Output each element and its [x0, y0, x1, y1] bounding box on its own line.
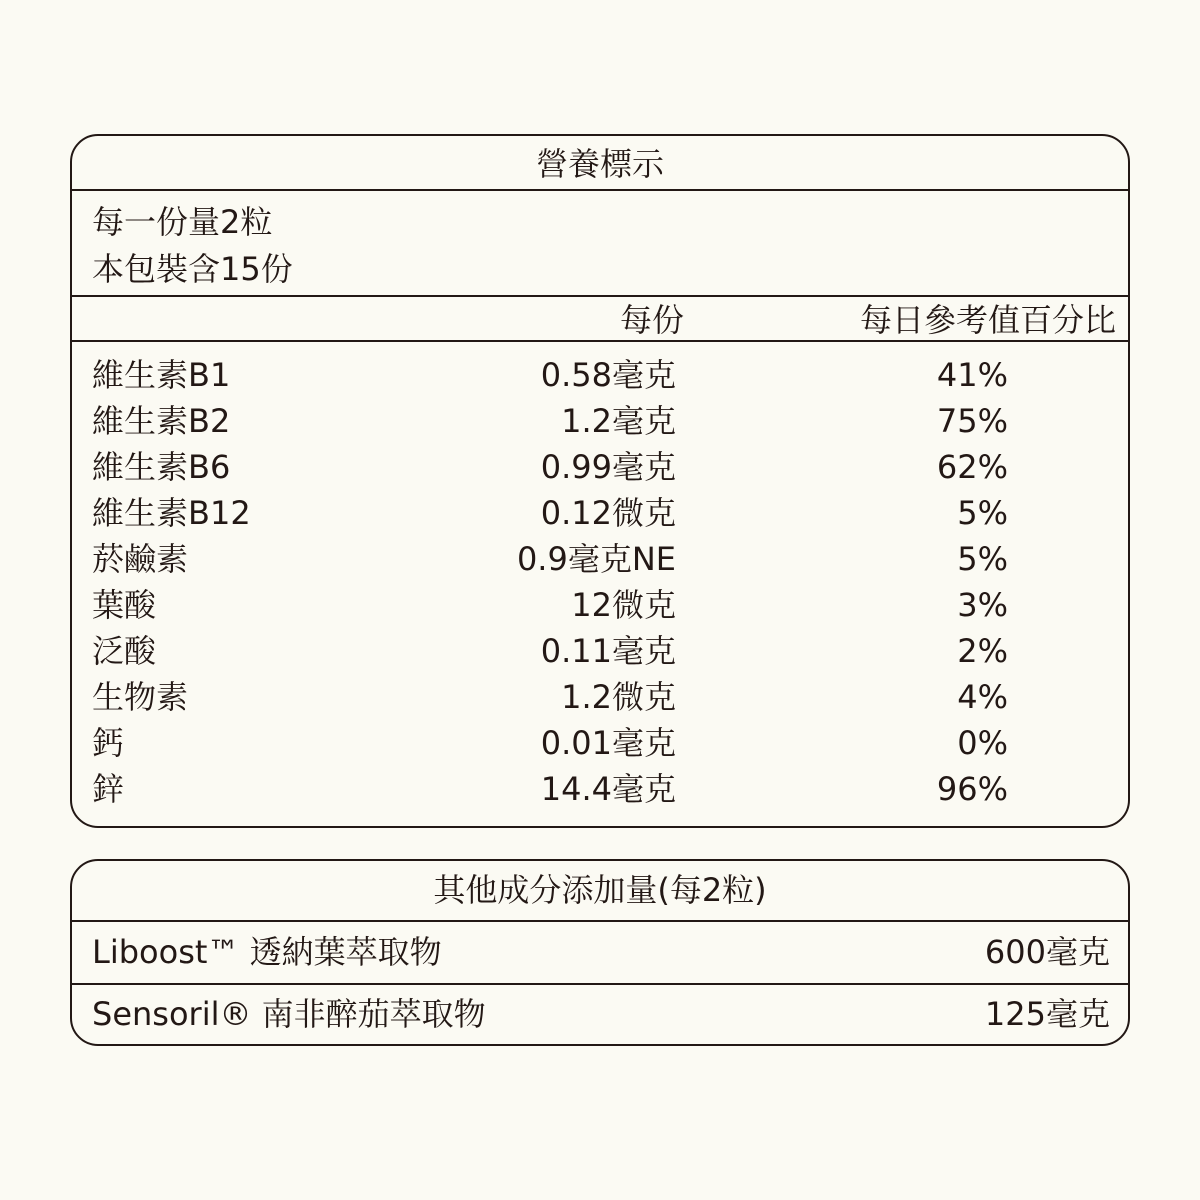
divider — [72, 189, 1128, 191]
table-row — [72, 539, 1128, 585]
nutrition-title: 營養標示 — [535, 145, 664, 183]
nutrient-daily-value: 62% — [936, 448, 1008, 486]
column-header-daily-value: 每日參考值百分比 — [859, 301, 1116, 339]
ingredient-name: Liboost™ 透納葉萃取物 — [92, 933, 442, 971]
table-row — [72, 355, 1128, 401]
nutrient-daily-value: 41% — [936, 356, 1008, 394]
nutrient-name: 葉酸 — [92, 586, 157, 624]
nutrient-name: 鈣 — [92, 724, 125, 762]
ingredient-amount: 600毫克 — [984, 933, 1110, 971]
nutrient-daily-value: 4% — [957, 678, 1008, 716]
nutrient-name: 維生素B1 — [92, 356, 231, 394]
table-row — [72, 769, 1128, 815]
nutrient-amount: 0.12微克 — [540, 494, 676, 532]
table-row — [72, 401, 1128, 447]
column-header-per-serving: 每份 — [619, 301, 684, 339]
nutrient-name: 維生素B6 — [92, 448, 231, 486]
nutrient-name: 維生素B2 — [92, 402, 231, 440]
servings-per-package: 本包裝含15份 — [92, 250, 293, 288]
nutrient-name: 生物素 — [92, 678, 189, 716]
table-row — [72, 677, 1128, 723]
other-ingredients-panel — [70, 859, 1130, 1046]
ingredient-amount: 125毫克 — [984, 995, 1110, 1033]
divider — [72, 983, 1128, 985]
nutrient-amount: 1.2毫克 — [561, 402, 676, 440]
table-row — [72, 585, 1128, 631]
nutrient-name: 泛酸 — [92, 632, 157, 670]
nutrient-daily-value: 75% — [936, 402, 1008, 440]
nutrient-daily-value: 5% — [957, 494, 1008, 532]
table-row — [72, 723, 1128, 769]
nutrient-amount: 1.2微克 — [561, 678, 676, 716]
divider — [72, 920, 1128, 922]
serving-size: 每一份量2粒 — [92, 203, 273, 241]
divider — [72, 295, 1128, 297]
nutrient-daily-value: 0% — [957, 724, 1008, 762]
other-ingredients-title: 其他成分添加量(每2粒) — [433, 871, 767, 909]
nutrient-amount: 0.01毫克 — [540, 724, 676, 762]
nutrition-facts-panel — [70, 134, 1130, 828]
table-row — [72, 447, 1128, 493]
ingredient-name: Sensoril® 南非醉茄萃取物 — [92, 995, 486, 1033]
nutrient-daily-value: 3% — [957, 586, 1008, 624]
nutrient-name: 菸鹼素 — [92, 540, 189, 578]
nutrient-name: 維生素B12 — [92, 494, 251, 532]
nutrient-daily-value: 96% — [936, 770, 1008, 808]
table-row — [72, 493, 1128, 539]
nutrient-daily-value: 5% — [957, 540, 1008, 578]
nutrient-amount: 12微克 — [571, 586, 676, 624]
nutrient-daily-value: 2% — [957, 632, 1008, 670]
nutrient-amount: 0.99毫克 — [540, 448, 676, 486]
divider — [72, 340, 1128, 342]
nutrient-amount: 0.58毫克 — [540, 356, 676, 394]
nutrient-name: 鋅 — [92, 770, 125, 808]
nutrient-amount: 0.11毫克 — [540, 632, 676, 670]
nutrient-amount: 14.4毫克 — [540, 770, 676, 808]
table-row — [72, 631, 1128, 677]
nutrient-amount: 0.9毫克NE — [516, 540, 676, 578]
